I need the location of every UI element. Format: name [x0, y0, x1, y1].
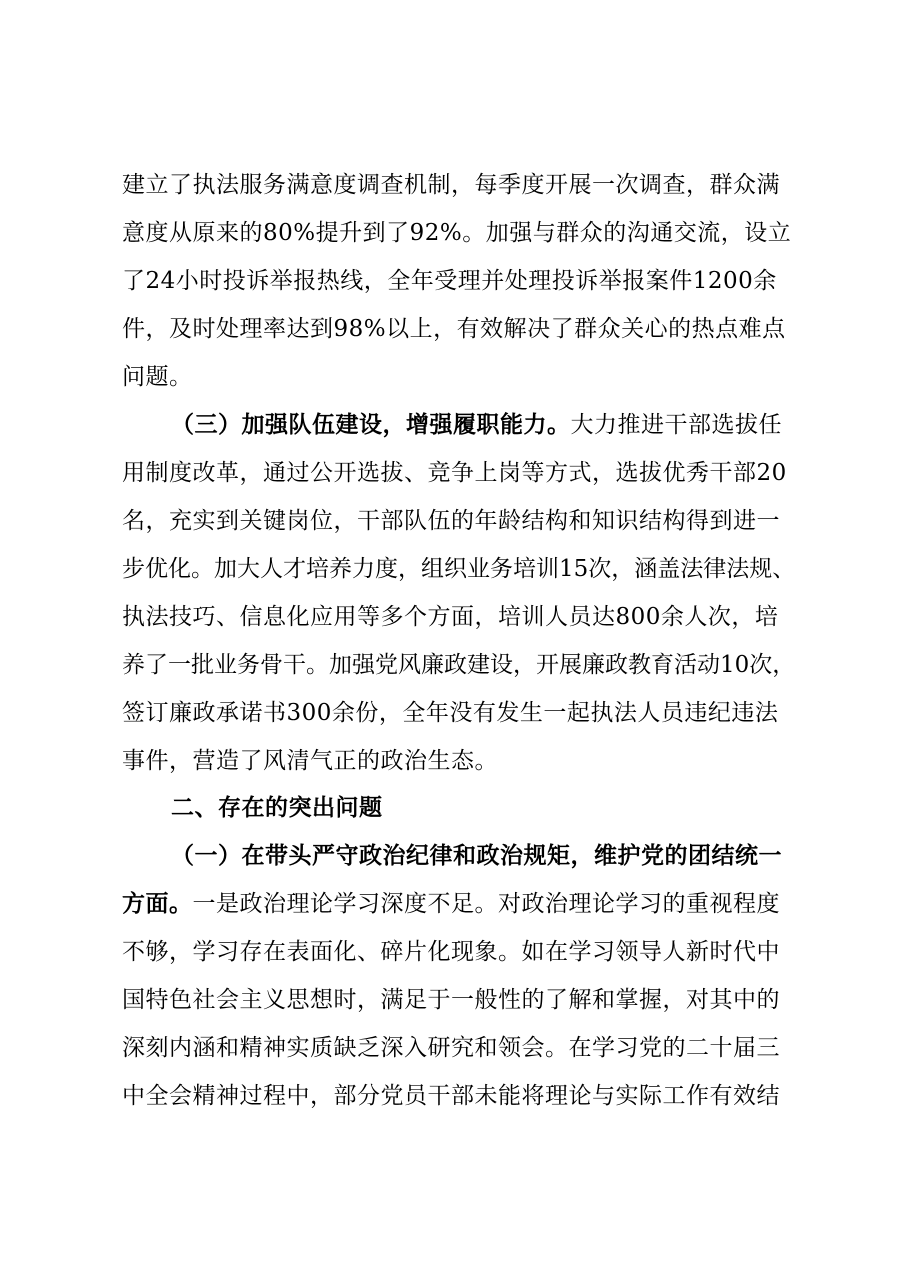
- para2-line-2: 用制度改革，通过公开选拔、竞争上岗等方式，选拔优秀干部20: [122, 460, 787, 486]
- para3-line-3: 不够，学习存在表面化、碎片化现象。如在学习领导人新时代中: [122, 939, 780, 965]
- para3-line-5: 深刻内涵和精神实质缺乏深入研究和领会。在学习党的二十届三: [122, 1035, 780, 1061]
- para3-line2-lead: 方面。: [122, 891, 193, 917]
- para1-line-5: 问题。: [122, 364, 193, 390]
- para2-line-1: [171, 410, 782, 440]
- para3-line-2: [122, 889, 780, 919]
- section-heading: 二、存在的突出问题: [171, 795, 383, 821]
- para2-line-6: 养了一批业务骨干。加强党风廉政建设，开展廉政教育活动10次，: [122, 652, 796, 678]
- para1-line-2: 意度从原来的80%提升到了92%。加强与群众的沟通交流，设立: [122, 220, 792, 246]
- para3-line2-rest: 一是政治理论学习深度不足。对政治理论学习的重视程度: [192, 891, 780, 917]
- para2-line-3: 名，充实到关键岗位，干部队伍的年龄结构和知识结构得到进一: [122, 508, 780, 534]
- para1-line-1: 建立了执法服务满意度调查机制，每季度开展一次调查，群众满: [122, 172, 780, 198]
- para2-lead: （三）加强队伍建设，增强履职能力。: [171, 412, 571, 438]
- para1-line-4: 件，及时处理率达到98%以上，有效解决了群众关心的热点难点: [122, 316, 786, 342]
- para3-line-6: 中全会精神过程中，部分党员干部未能将理论与实际工作有效结: [122, 1083, 780, 1109]
- para2-line-4: 步优化。加大人才培养力度，组织业务培训15次，涵盖法律法规、: [122, 556, 796, 582]
- para3-line-1: （一）在带头严守政治纪律和政治规矩，维护党的团结统一: [171, 843, 782, 869]
- para2-line-8: 事件，营造了风清气正的政治生态。: [122, 748, 498, 774]
- para1-line-3: 了24小时投诉举报热线，全年受理并处理投诉举报案件1200余: [122, 268, 777, 294]
- para2-line1-rest: 大力推进干部选拔任: [570, 412, 782, 438]
- para2-line-7: 签订廉政承诺书300余份，全年没有发生一起执法人员违纪违法: [122, 700, 779, 726]
- para3-line-4: 国特色社会主义思想时，满足于一般性的了解和掌握，对其中的: [122, 987, 780, 1013]
- para2-line-5: 执法技巧、信息化应用等多个方面，培训人员达800余人次，培: [122, 604, 779, 630]
